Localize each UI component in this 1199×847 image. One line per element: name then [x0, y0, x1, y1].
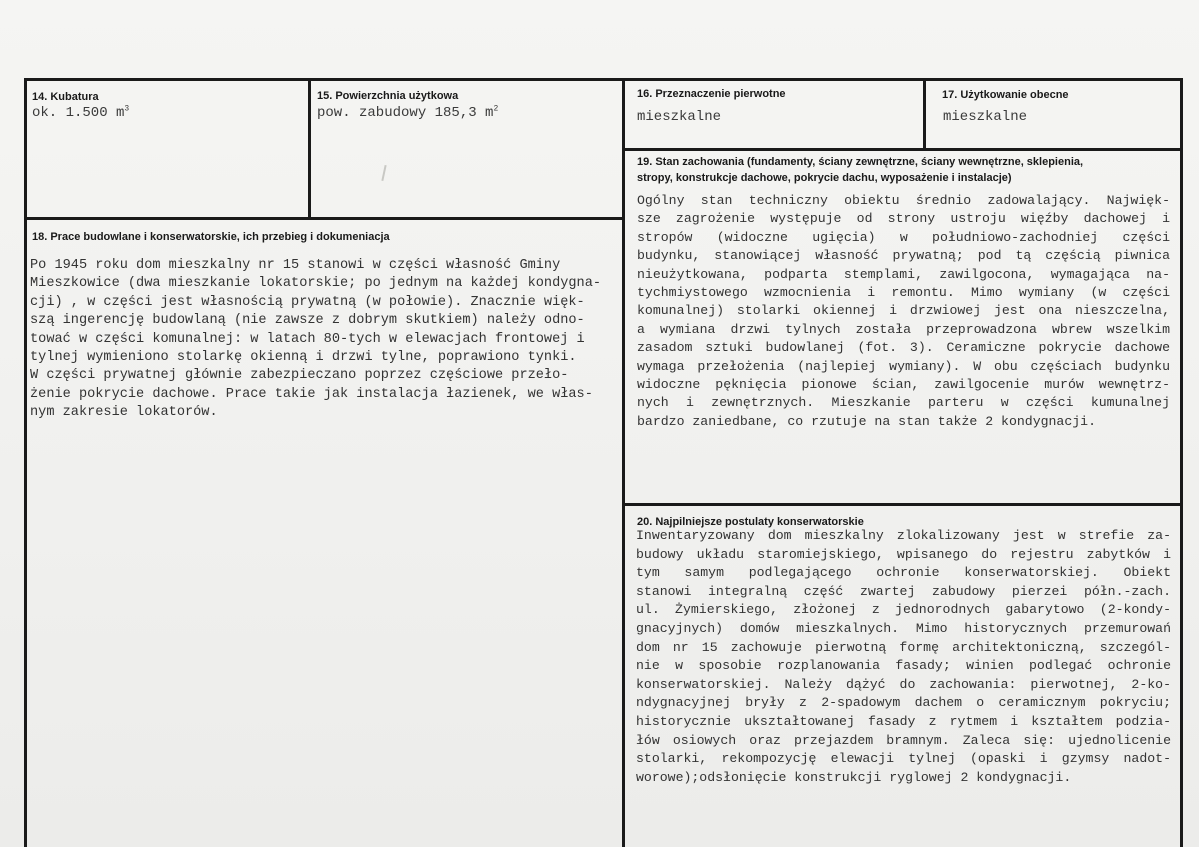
center-divider: [622, 78, 625, 847]
przeznaczenie-label: 16. Przeznaczenie pierwotne: [637, 88, 786, 100]
postulaty-text: [636, 527, 1171, 787]
stan-line: budynku, stanowiącej własność prywatną; pod tą częścią piwnica: [637, 248, 1170, 264]
stan-line: stropów (widoczne ugięcia) w południowo-zachodniej części: [637, 229, 1170, 245]
stan-line: nych i zewnętrznych. Mieszkanie parteru w części kumunalnej: [637, 395, 1170, 411]
postulaty-line: łów osiowych oraz przejazdem bramnym. Zaleca się: ujednolicenie: [636, 732, 1171, 748]
postulaty-line: tym samym podlegającego ochronie konserwatorskiej. Obiekt: [636, 565, 1171, 581]
stan-label-line1: 19. Stan zachowania (fundamenty, ściany zewnętrzne, ściany wewnętrzne, sklepienia,: [637, 156, 1084, 168]
kubatura-value: [32, 104, 129, 122]
prace-line: W części prywatnej głównie zabezpieczano poprzez częściowe przeło-: [30, 368, 569, 384]
divider-19: [625, 148, 1183, 151]
divider-14-15: [308, 78, 311, 220]
kubatura-label: 14. Kubatura: [32, 91, 99, 103]
stan-line: nieużytkowana, podparta stemplami, zawilgocona, wymagająca na-: [637, 266, 1170, 282]
prace-text: [30, 257, 610, 423]
postulaty-line: dom nr 15 zachowuje pierwotną formę architektoniczną, szczegól-: [636, 639, 1171, 655]
prace-line: tylnej wymieniono stolarkę okienną i drzwi tylne, poprawiono tynki.: [30, 350, 577, 366]
powierzchnia-label: 15. Powierzchnia użytkowa: [317, 90, 459, 102]
kubatura-unit-exponent: 3: [124, 104, 130, 114]
uzytkowanie-value: mieszkalne: [943, 109, 1028, 125]
stan-line: bardzo zaniedbane, co rzutuje na stan także 2 kondygnacji.: [637, 413, 1096, 429]
powierzchnia-value: [317, 104, 498, 122]
prace-line: szą ingerencję budowlaną (nie zawsze z dobrym skutkiem) należy odno-: [30, 313, 585, 329]
postulaty-line: nie w sposobie rozplanowania fasady; winien podlegać ochronie: [636, 658, 1171, 674]
powierzchnia-value-text: pow. zabudowy 185,3 m: [317, 105, 494, 121]
postulaty-line: budowy układu staromiejskiego, wpisanego do rejestru zabytków i: [636, 546, 1171, 562]
stan-line: zasadom sztuki budowlanej (fot. 3). Ceramiczne pokrycie dachowe: [637, 340, 1170, 356]
right-border: [1180, 78, 1183, 847]
stan-line: Ogólny stan techniczny obiektu średnio zadowalający. Najwięk-: [637, 193, 1170, 208]
prace-label: 18. Prace budowlane i konserwatorskie, ich przebieg i dokumeniacja: [32, 231, 390, 243]
prace-line: tować w części komunalnej: w latach 80-tych w elewacjach frontowej i: [30, 331, 585, 347]
prace-line: nym zakresie lokatorów.: [30, 405, 218, 421]
postulaty-line: historycznie ukształtowanej fasady z rytmem i kształtem podzia-: [636, 713, 1171, 729]
prace-line: Mieszkowice (dwa mieszkanie lokatorskie; po jednym na każdej kondygna-: [30, 276, 602, 292]
stan-label-line2: stropy, konstrukcje dachowe, pokrycie dachu, wyposażenie i instalacje): [637, 172, 1012, 184]
przeznaczenie-value: mieszkalne: [637, 109, 722, 125]
postulaty-line: Inwentaryzowany dom mieszkalny zlokalizowany jest w strefie za-: [636, 528, 1171, 543]
stan-line: komunalnej) stolarki okiennej i drzwiowej jest ona nieszczelna,: [637, 303, 1170, 319]
stan-text: [637, 192, 1170, 431]
prace-line: Po 1945 roku dom mieszkalny nr 15 stanowi w części własność Gminy: [30, 258, 561, 273]
divider-18: [24, 217, 625, 220]
divider-16-17: [923, 78, 926, 150]
prace-line: żenie pokrycie dachowe. Prace takie jak instalacja łazienek, we włas-: [30, 386, 593, 402]
divider-20: [625, 503, 1183, 506]
top-border: [24, 78, 1183, 81]
postulaty-line: stanowi integralną część zwartej zabudowy pierzei półn.-zach.: [636, 583, 1171, 599]
uzytkowanie-label: 17. Użytkowanie obecne: [942, 89, 1069, 101]
powierzchnia-unit-exponent: 2: [493, 104, 499, 114]
postulaty-line: konserwatorskiej. Należy dążyć do zachowania: pierwotnej, 2-ko-: [636, 676, 1171, 692]
postulaty-label: 20. Najpilniejsze postulaty konserwatorskie: [637, 516, 864, 528]
postulaty-line: ndygnacyjnej bryły z 2-spadowym dachem o ceramicznym pokryciu;: [636, 695, 1171, 711]
stan-line: wymaga przełożenia (najlepiej wymiany). W obu częściach budynku: [637, 358, 1170, 374]
postulaty-line: stolarki, rekompozycję elewacji tylnej (opaski i gzymsy nadot-: [636, 751, 1171, 767]
prace-line: cji) , w części jest własnością prywatną (w połowie). Znacznie więk-: [30, 294, 585, 310]
postulaty-line: gnacyjnych) domów mieszkalnych. Mimo historycznych przemurowań: [636, 620, 1171, 636]
left-border: [24, 78, 27, 847]
kubatura-value-text: ok. 1.500 m: [32, 105, 125, 121]
postulaty-line: worowe);odsłonięcie konstrukcji ryglowej 2 kondygnacji.: [636, 769, 1072, 785]
stan-line: widoczne pęknięcia pionowe ścian, zawilgocenie murów wewnętrz-: [637, 377, 1170, 393]
postulaty-line: ul. Żymierskiego, złożonej z jednorodnych gabarytowo (2-kondy-: [636, 602, 1171, 618]
stan-line: tychmiystowego wzmocnienia i remontu. Mimo wymiany (w części: [637, 285, 1170, 301]
stan-line: a wymiana drzwi tylnych została przeprowadzona wbrew wszelkim: [637, 321, 1170, 337]
stan-line: sze zagrożenie występuje od strony ustroju więźby dachowej i: [637, 211, 1170, 227]
